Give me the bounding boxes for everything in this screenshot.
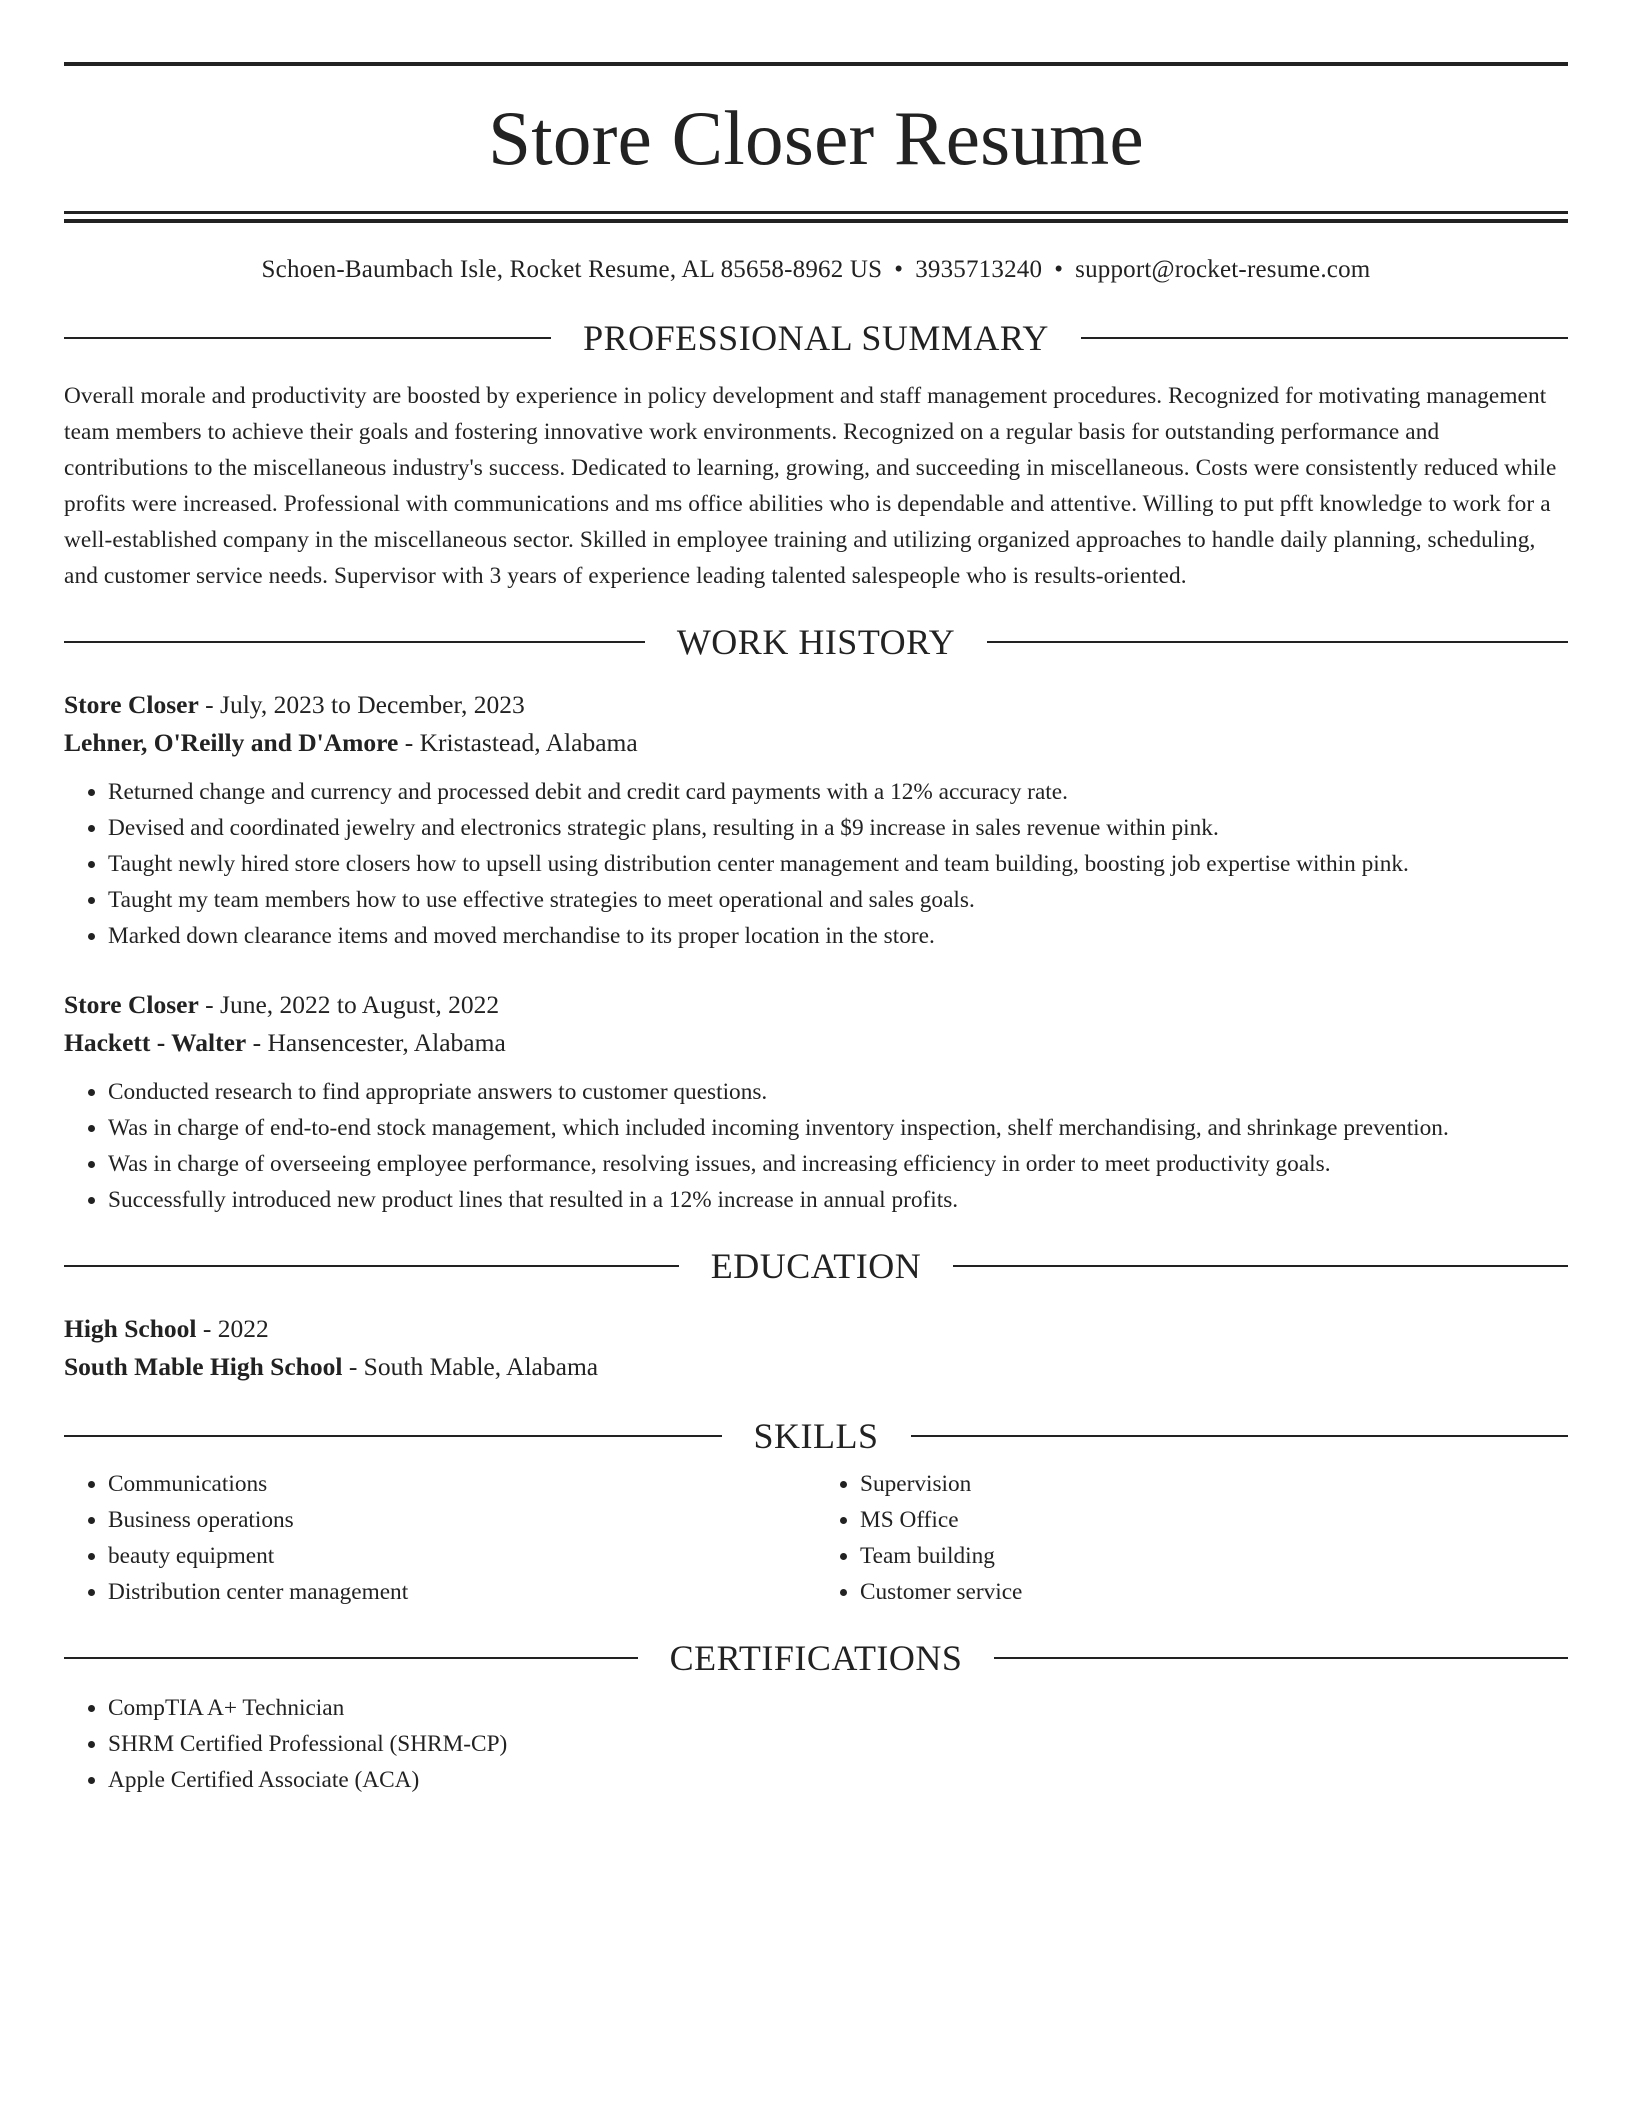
list-item: • Marked down clearance items and moved merchandise to its proper location in the store. (108, 918, 1568, 954)
list-item: • Conducted research to find appropriate answers to customer questions. (108, 1074, 1568, 1110)
list-item: • Business operations (108, 1502, 816, 1538)
contact-separator: • (1054, 256, 1064, 283)
job-company: Lehner, O'Reilly and D'Amore (64, 728, 399, 757)
section-title: SKILLS (753, 1416, 879, 1456)
job-entry (64, 986, 1568, 1218)
contact-phone: 3935713240 (915, 256, 1043, 283)
section-heading-certifications (64, 1640, 1568, 1676)
job-title: Store Closer (64, 990, 199, 1019)
skills-list-right (816, 1466, 1568, 1610)
section-title: EDUCATION (710, 1246, 922, 1286)
job-dates: - June, 2022 to August, 2022 (198, 990, 500, 1019)
education-degree-line (64, 1310, 1568, 1348)
job-dates: - July, 2023 to December, 2023 (198, 690, 525, 719)
job-company-line (64, 1024, 1568, 1062)
job-bullets (64, 774, 1568, 954)
divider-line (953, 1265, 1568, 1267)
job-company: Hackett - Walter (64, 1028, 247, 1057)
list-item: • CompTIA A+ Technician (108, 1690, 1568, 1726)
divider-line (987, 641, 1568, 643)
list-item: • Devised and coordinated jewelry and electronics strategic plans, resulting in a $9 increase in sales revenue within pink. (108, 810, 1568, 846)
list-item: • Communications (108, 1466, 816, 1502)
section-heading-education (64, 1248, 1568, 1284)
contact-email: support@rocket-resume.com (1075, 256, 1371, 283)
job-location: - Hansencester, Alabama (246, 1028, 506, 1057)
list-item: • beauty equipment (108, 1538, 816, 1574)
list-item: • Team building (860, 1538, 1568, 1574)
summary-text: Overall morale and productivity are boosted by experience in policy development and staff management procedures. Recognized for motivating management team members to achieve their goals and fostering innovative work environments. Recognized on a regular basis for outstanding performance and contributions to the miscellaneous industry's success. Dedicated to learning, growing, and succeeding in miscellaneous. Costs were consistently reduced while profits were increased. Professional with communications and ms office abilities who is dependable and attentive. Willing to put pfft knowledge to work for a well-established company in the miscellaneous sector. Skilled in employee training and utilizing organized approaches to handle daily planning, scheduling, and customer service needs. Supervisor with 3 years of experience leading talented salespeople who is results-oriented. (64, 383, 1557, 589)
list-item: • Taught newly hired store closers how to upsell using distribution center management and team building, boosting job expertise within pink. (108, 846, 1568, 882)
job-title-line (64, 986, 1568, 1024)
divider-line (994, 1657, 1568, 1659)
section-title: WORK HISTORY (676, 622, 956, 662)
list-item: • Apple Certified Associate (ACA) (108, 1762, 1568, 1798)
divider-line (64, 1265, 679, 1267)
list-item: • MS Office (860, 1502, 1568, 1538)
education-school: South Mable High School (64, 1352, 343, 1381)
certifications-list (64, 1690, 1568, 1798)
list-item: • Was in charge of overseeing employee performance, resolving issues, and increasing efficiency in order to meet productivity goals. (108, 1146, 1568, 1182)
section-title: CERTIFICATIONS (669, 1638, 963, 1678)
divider-line (64, 641, 645, 643)
job-bullets (64, 1074, 1568, 1218)
divider-line (1081, 337, 1568, 339)
list-item: • Successfully introduced new product lines that resulted in a 12% increase in annual profits. (108, 1182, 1568, 1218)
education-location: - South Mable, Alabama (342, 1352, 599, 1381)
job-company-line (64, 724, 1568, 762)
divider-line (64, 337, 551, 339)
list-item: • Was in charge of end-to-end stock management, which included incoming inventory inspection, shelf merchandising, and shrinkage prevention. (108, 1110, 1568, 1146)
section-heading-work (64, 624, 1568, 660)
job-entry (64, 686, 1568, 954)
divider-line (64, 1657, 638, 1659)
job-title: Store Closer (64, 690, 199, 719)
list-item: • Customer service (860, 1574, 1568, 1610)
list-item: • Supervision (860, 1466, 1568, 1502)
contact-line (64, 257, 1568, 282)
list-item: • Returned change and currency and processed debit and credit card payments with a 12% accuracy rate. (108, 774, 1568, 810)
top-rule (64, 62, 1568, 66)
section-heading-skills (64, 1418, 1568, 1454)
education-year: - 2022 (196, 1314, 269, 1343)
skills-grid (64, 1466, 1568, 1610)
education-school-line (64, 1348, 1568, 1386)
page-title: Store Closer Resume (488, 95, 1144, 181)
section-heading-summary (64, 320, 1568, 356)
list-item: • SHRM Certified Professional (SHRM-CP) (108, 1726, 1568, 1762)
skills-list-left (64, 1466, 816, 1610)
section-title: PROFESSIONAL SUMMARY (583, 318, 1049, 358)
education-degree: High School (64, 1314, 197, 1343)
education-entry (64, 1310, 1568, 1386)
divider-line (64, 1435, 722, 1437)
title-double-rule (64, 211, 1568, 223)
job-location: - Kristastead, Alabama (398, 728, 638, 757)
contact-address: Schoen-Baumbach Isle, Rocket Resume, AL 85658-8962 US (261, 256, 883, 283)
list-item: • Taught my team members how to use effective strategies to meet operational and sales goals. (108, 882, 1568, 918)
divider-line (911, 1435, 1569, 1437)
list-item: • Distribution center management (108, 1574, 816, 1610)
contact-separator: • (894, 256, 904, 283)
job-title-line (64, 686, 1568, 724)
